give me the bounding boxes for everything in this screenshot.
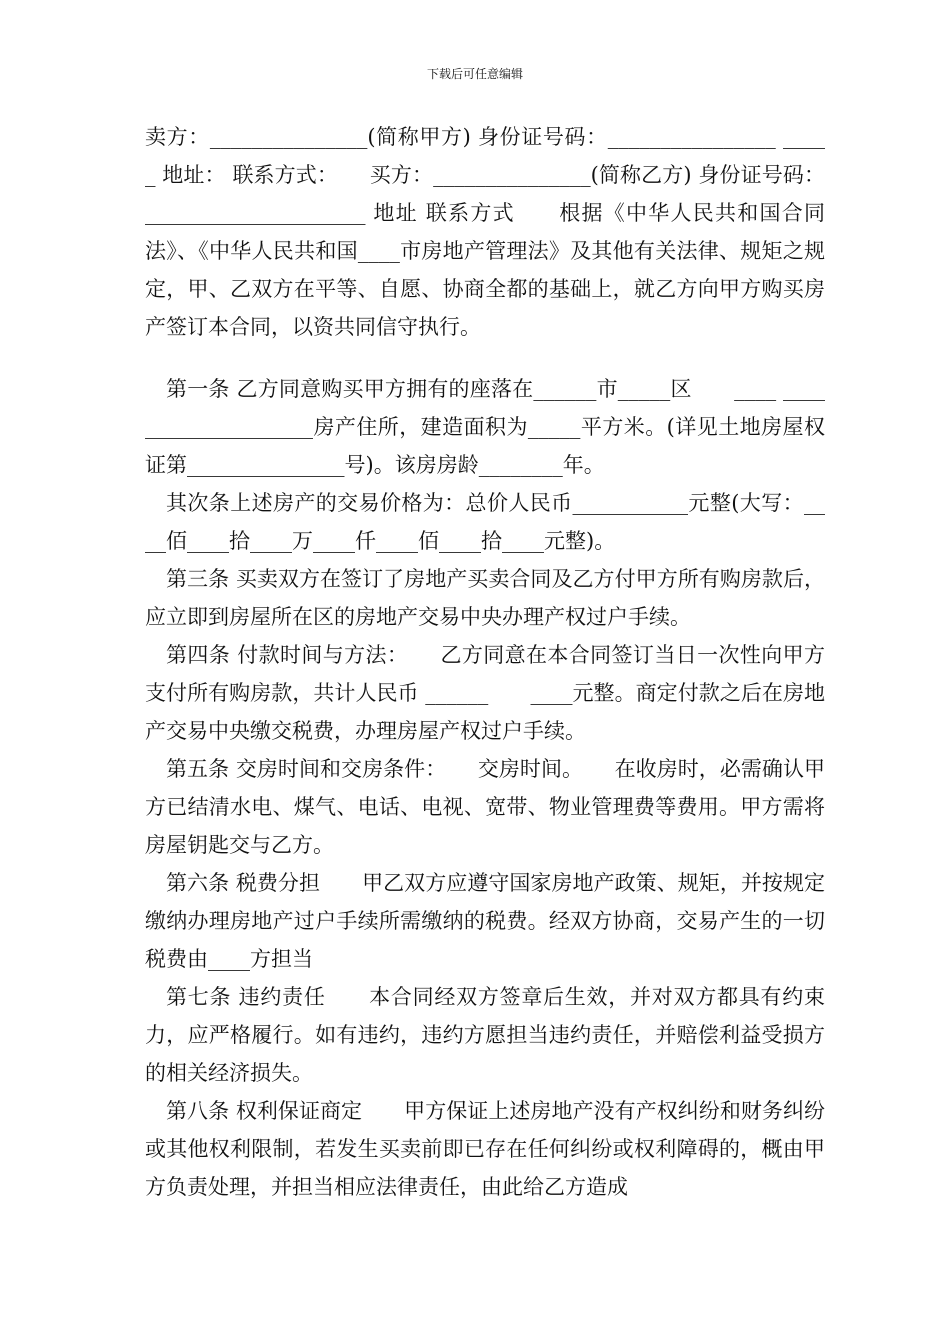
article-4-paragraph: 第四条 付款时间与方法： 乙方同意在本合同签订当日一次性向甲方支付所有购房款，共计人民币 ______ ____元整。商定付款之后在房地产交易中央缴交税费，办理房屋产权过户手续。 — [145, 643, 825, 743]
page-header-note: 下载后可任意编辑 — [426, 67, 523, 81]
article-8-paragraph: 第八条 权利保证商定 甲方保证上述房地产没有产权纠纷和财务纠纷或其他权利限制，若发生买卖前即已存在任何纠纷或权利障碍的，概由甲方负责处理，并担当相应法律责任，由此给乙方造成 — [145, 1099, 825, 1199]
preamble-paragraph: 卖方：_______________(简称甲方) 身份证号码：________________ _____ 地址： 联系方式： 买方：_______________(简称乙方) 身份证号码：_____________________ 地址 联系方式 根据《中华人民共和国合同法》、《中华人民共和国____市房地产管理法》及其他有关法律、规矩之规定，甲、乙双方在平等、自愿、协商全都的基础上，就乙方向甲方购买房产签订本合同，以资共同信守执行。 — [145, 125, 825, 339]
contract-body — [145, 118, 825, 1206]
article-5-paragraph: 第五条 交房时间和交房条件： 交房时间。 在收房时，必需确认甲方已结清水电、煤气、电话、电视、宽带、物业管理费等费用。甲方需将房屋钥匙交与乙方。 — [145, 757, 825, 857]
article-1-paragraph: 第一条 乙方同意购买甲方拥有的座落在______市_____区 ____ ____________________房产住所，建造面积为_____平方米。(详见土地房屋权证第_______________号)。该房房龄________年。 — [145, 377, 825, 477]
article-7-paragraph: 第七条 违约责任 本合同经双方签章后生效，并对双方都具有约束力，应严格履行。如有违约，违约方愿担当违约责任，并赔偿利益受损方的相关经济损失。 — [145, 985, 825, 1085]
article-3-paragraph: 第三条 买卖双方在签订了房地产买卖合同及乙方付甲方所有购房款后，应立即到房屋所在区的房地产交易中央办理产权过户手续。 — [145, 567, 825, 629]
article-2-paragraph: 其次条上述房产的交易价格为：总价人民币___________元整(大写：____佰____拾____万____仟____佰____拾____元整)。 — [145, 491, 825, 553]
article-6-paragraph: 第六条 税费分担 甲乙双方应遵守国家房地产政策、规矩，并按规定缴纳办理房地产过户手续所需缴纳的税费。经双方协商，交易产生的一切税费由____方担当 — [145, 871, 825, 971]
